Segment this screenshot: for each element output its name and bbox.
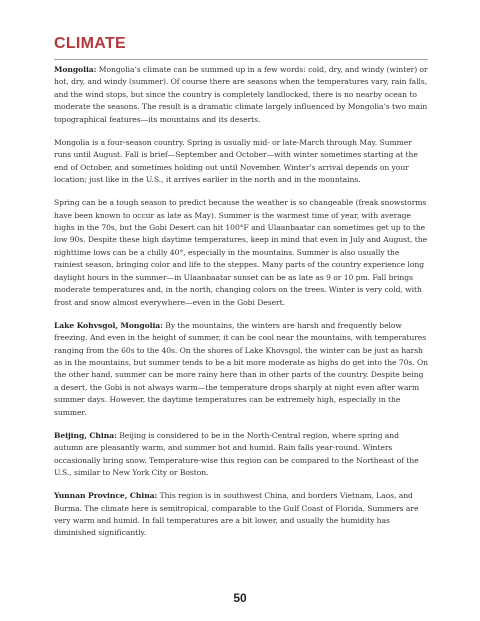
paragraph-spring-summer	[54, 197, 428, 309]
paragraph-lead: Lake Kohvsgol, Mongolia:	[54, 320, 163, 330]
paragraph-lake-kohvsgol	[54, 320, 428, 420]
paragraph-text: This region is in southwest China, and borders Vietnam, Laos, and Burma. The climate here is semitropical, comparable to the Gulf Coast of Florida. Summers are very warm and humid. In fall temperatures are a bit lower, and usually the humidity has diminished significantly.	[54, 491, 419, 538]
paragraph-lead: Mongolia:	[54, 65, 97, 74]
paragraph-text: By the mountains, the winters are harsh and frequently below freezing. And even in the height of summer, it can be cool near the mountains, with temperatures ranging from the 60s to the 40s. On the shores of Lake Khovsgol, the winter can be just as harsh as in the mountains, but summer tends to be a bit more moderate as highs do get into the 70s. On the other hand, summer can be more rainy here than in other parts of the country. Despite being a desert, the Gobi is not always warm—the temperature drops sharply at night even after warm summer days. However, the daytime temperatures can be extremely high, especially in the summer.	[54, 320, 429, 417]
page-title: CLIMATE	[54, 35, 127, 52]
paragraph-text: Spring can be a tough season to predict because the weather is so changeable (freak snowstorms have been known to occur as late as May). Summer is the warmest time of year, with average highs in the 70s, but the Gobi Desert can hit 100°F and Ulaanbaatar can sometimes get up to the low 90s. Despite these high daytime temperatures, keep in mind that even in July and August, the nighttime lows can be a chilly 40°, especially in the mountains. Summer is also usually the rainiest season, bringing color and life to the steppes. Many parts of the country experience long daylight hours in the summer—in Ulaanbaatar sunset can be as late as 9 or 10 pm. Fall brings moderate temperatures and, in the north, changing colors on the trees. Winter is very cold, with frost and snow almost everywhere—even in the Gobi Desert.	[54, 198, 428, 307]
title-divider	[54, 59, 428, 60]
paragraph-lead: Yunnan Province, China:	[54, 491, 158, 501]
page-number: 50	[233, 591, 247, 605]
paragraph-text: Beijing is considered to be in the North-Central region, where spring and autumn are pleasantly warm, and summer hot and humid. Rain falls year-round. Winters occasionally bring snow. Temperature-wise this region can be compared to the Northeast of the U.S., similar to New York City or Boston.	[54, 430, 419, 478]
paragraph-lead: Beijing, China:	[54, 430, 117, 440]
body-text	[54, 64, 428, 550]
paragraph-seasons	[54, 137, 428, 187]
paragraph-mongolia	[54, 64, 428, 126]
paragraph-beijing	[54, 430, 428, 480]
paragraph-text: Mongolia’s climate can be summed up in a few words: cold, dry, and windy (winter) or hot, dry, and windy (summer). Of course there are seasons when the temperatures vary, rain falls, and the wind stops, but since the country is completely landlocked, there is no nearby ocean to moderate the seasons. The result is a dramatic climate largely influenced by Mongolia’s two main topographical features—its mountains and its deserts.	[54, 65, 428, 124]
paragraph-yunnan	[54, 490, 428, 540]
paragraph-text: Mongolia is a four-season country. Spring is usually mid- or late-March through May. Summer runs until August. Fall is brief—September and October—with winter sometimes starting at the end of October, and sometimes holding out until November. Winter’s arrival depends on your location; just like in the U.S., it arrives earlier in the north and in the mountains.	[54, 137, 418, 185]
